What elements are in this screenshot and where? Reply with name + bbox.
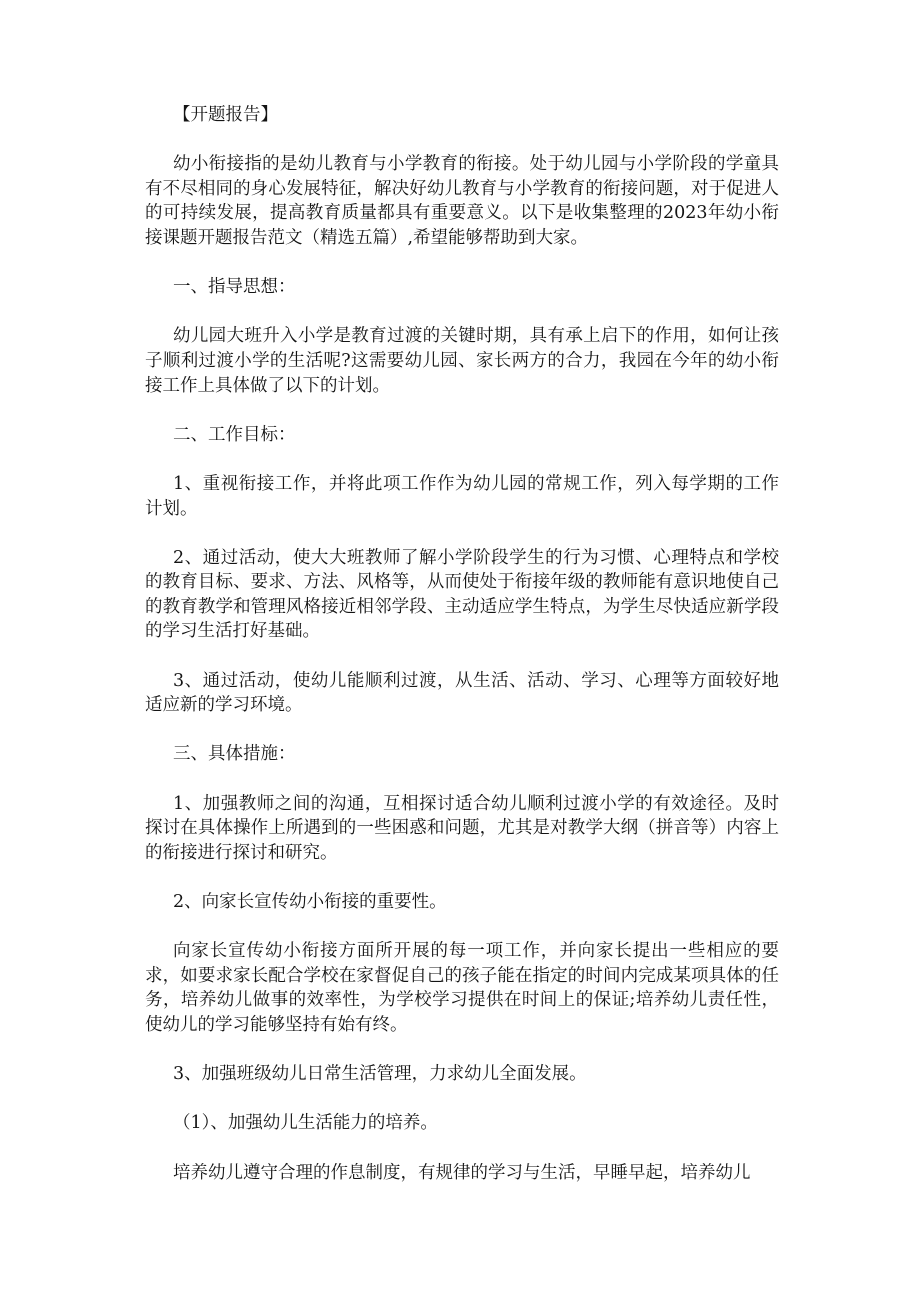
- paragraph-measure-3-sub-1: （1）、加强幼儿生活能力的培养。: [173, 1113, 438, 1134]
- paragraph-measure-2: 2、向家长宣传幼小衔接的重要性。: [173, 892, 447, 912]
- section-heading-guiding-ideology: 一、指导思想：: [173, 277, 296, 298]
- document-body: [145, 103, 779, 1210]
- paragraph-goal-1: 1、重视衔接工作，并将此项工作作为幼儿园的常规工作，列入每学期的工作计划。: [145, 473, 779, 519]
- section-heading-measures: 三、具体措施：: [173, 744, 296, 765]
- paragraph-guiding-ideology: 幼儿园大班升入小学是教育过渡的关键时期，具有承上启下的作用，如何让孩子顺利过渡小学的生活呢?这需要幼儿园、家长两方的合力，我园在今年的幼小衔接工作上具体做了以下的计划。: [145, 326, 779, 396]
- paragraph-intro: 幼小衔接指的是幼儿教育与小学教育的衔接。处于幼儿园与小学阶段的学童具有不尽相同的身心发展特征，解决好幼儿教育与小学教育的衔接问题，对于促进人的可持续发展，提高教育质量都具有重要意义。以下是收集整理的2023年幼小衔接课题开题报告范文（精选五篇）,希望能够帮助到大家。: [145, 154, 779, 248]
- paragraph-measure-3: 3、加强班级幼儿日常生活管理，力求幼儿全面发展。: [173, 1064, 587, 1085]
- paragraph-measure-3-sub-1-detail: 培养幼儿遵守合理的作息制度，有规律的学习与生活，早睡早起，培养幼儿: [173, 1162, 751, 1183]
- document-title: 【开题报告】: [173, 105, 278, 125]
- paragraph-goal-3: 3、通过活动，使幼儿能顺利过渡，从生活、活动、学习、心理等方面较好地适应新的学习环境。: [145, 670, 779, 716]
- paragraph-goal-2: 2、通过活动，使大大班教师了解小学阶段学生的行为习惯、心理特点和学校的教育目标、要求、方法、风格等，从而使处于衔接年级的教师能有意识地使自己的教育教学和管理风格接近相邻学段、主动适应学生特点，为学生尽快适应新学段的学习生活打好基础。: [145, 547, 779, 642]
- section-heading-work-goals: 二、工作目标：: [173, 424, 296, 445]
- paragraph-measure-1: 1、加强教师之间的沟通，互相探讨适合幼儿顺利过渡小学的有效途径。及时探讨在具体操作上所遇到的一些困惑和问题，尤其是对教学大纲（拼音等）内容上的衔接进行探讨和研究。: [145, 793, 779, 863]
- paragraph-measure-2-detail: 向家长宣传幼小衔接方面所开展的每一项工作，并向家长提出一些相应的要求，如要求家长配合学校在家督促自己的孩子能在指定的时间内完成某项具体的任务，培养幼儿做事的效率性，为学校学习提供在时间上的保证;培养幼儿责任性，使幼儿的学习能够坚持有始有终。: [145, 941, 779, 1035]
